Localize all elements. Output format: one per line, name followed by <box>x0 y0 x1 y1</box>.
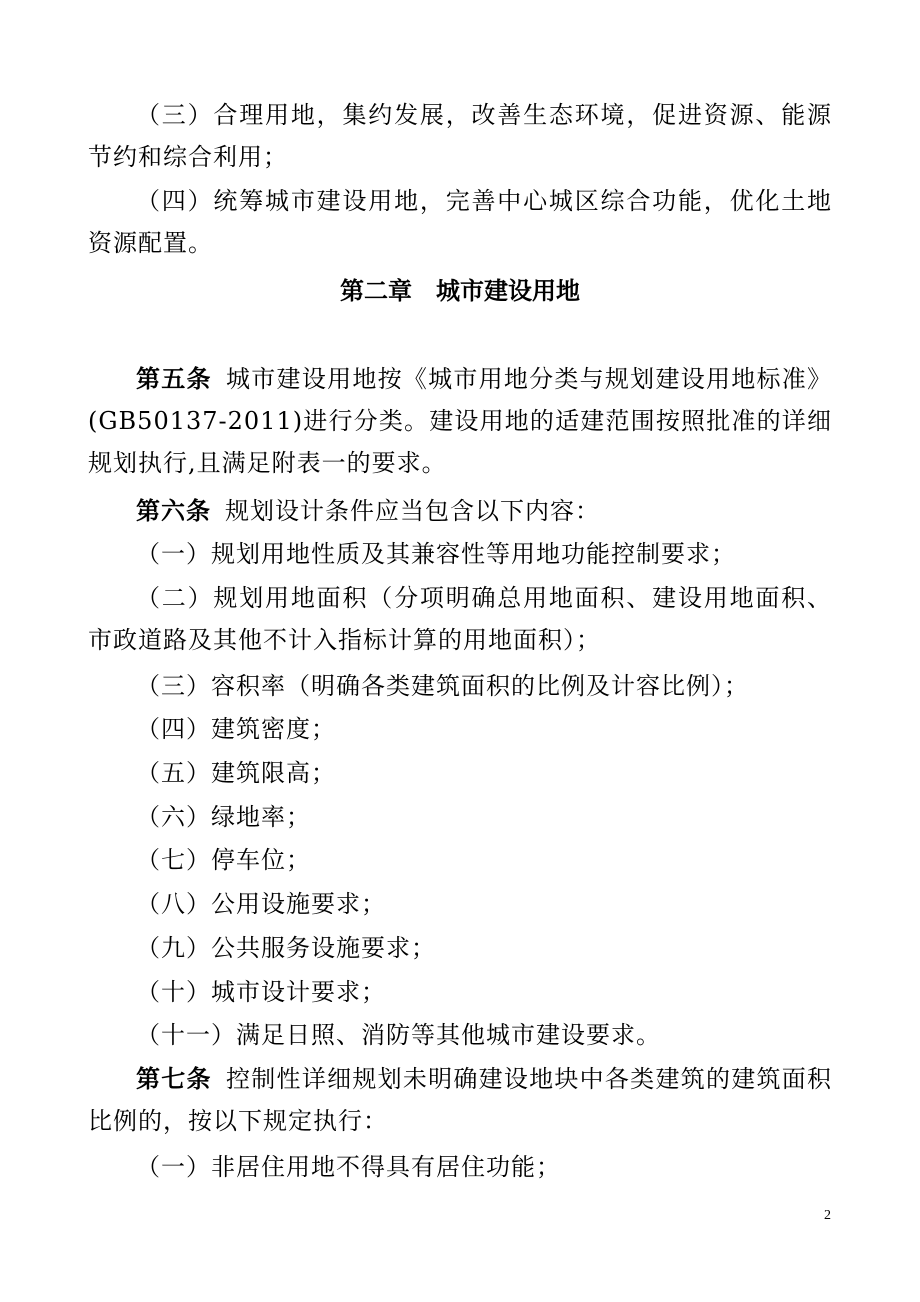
article-6-item-7: （七）停车位； <box>136 846 311 874</box>
article-6-item-4: （四）建筑密度； <box>136 715 336 743</box>
article-7-item-1: （一）非居住用地不得具有居住功能； <box>136 1153 561 1181</box>
article-6-item-11: （十一）满足日照、消防等其他城市建设要求。 <box>136 1021 661 1049</box>
article-6-item-3: （三）容积率（明确各类建筑面积的比例及计容比例）； <box>136 672 749 700</box>
article-6 <box>88 490 832 532</box>
article-6-item-6: （六）绿地率； <box>136 803 311 831</box>
article-5-text: 城市建设用地按《城市用地分类与规划建设用地标准》(GB50137-2011)进行分类。建设用地的适建范围按照批准的详细规划执行,且满足附表一的要求。 <box>88 365 833 477</box>
article-7-label: 第七条 <box>136 1065 212 1093</box>
chapter-title: 城市建设用地 <box>436 277 580 305</box>
article-6-item-1: （一）规划用地性质及其兼容性等用地功能控制要求； <box>136 540 736 568</box>
article-7-text: 控制性详细规划未明确建设地块中各类建筑的建筑面积比例的，按以下规定执行： <box>88 1065 833 1135</box>
article-6-item-2: （二）规划用地面积（分项明确总用地面积、建设用地面积、市政道路及其他不计入指标计算的用地面积）； <box>88 584 832 654</box>
article-6-item-9: （九）公共服务设施要求； <box>136 934 436 962</box>
article-6-item-10: （十）城市设计要求； <box>136 978 386 1006</box>
chapter-number: 第二章 <box>340 277 412 305</box>
article-5-label: 第五条 <box>136 365 212 393</box>
article-7 <box>88 1058 832 1142</box>
chapter-heading <box>88 270 832 312</box>
paragraph-item-4: （四）统筹城市建设用地，完善中心城区综合功能，优化土地资源配置。 <box>88 187 832 257</box>
paragraph-item-3: （三）合理用地，集约发展，改善生态环境，促进资源、能源节约和综合利用； <box>88 101 832 171</box>
article-5 <box>88 358 832 484</box>
article-6-label: 第六条 <box>136 497 211 525</box>
article-6-item-8: （八）公用设施要求； <box>136 890 386 918</box>
page-number: 2 <box>824 1208 831 1223</box>
article-6-text: 规划设计条件应当包含以下内容： <box>225 497 600 525</box>
article-6-item-5: （五）建筑限高； <box>136 759 336 787</box>
